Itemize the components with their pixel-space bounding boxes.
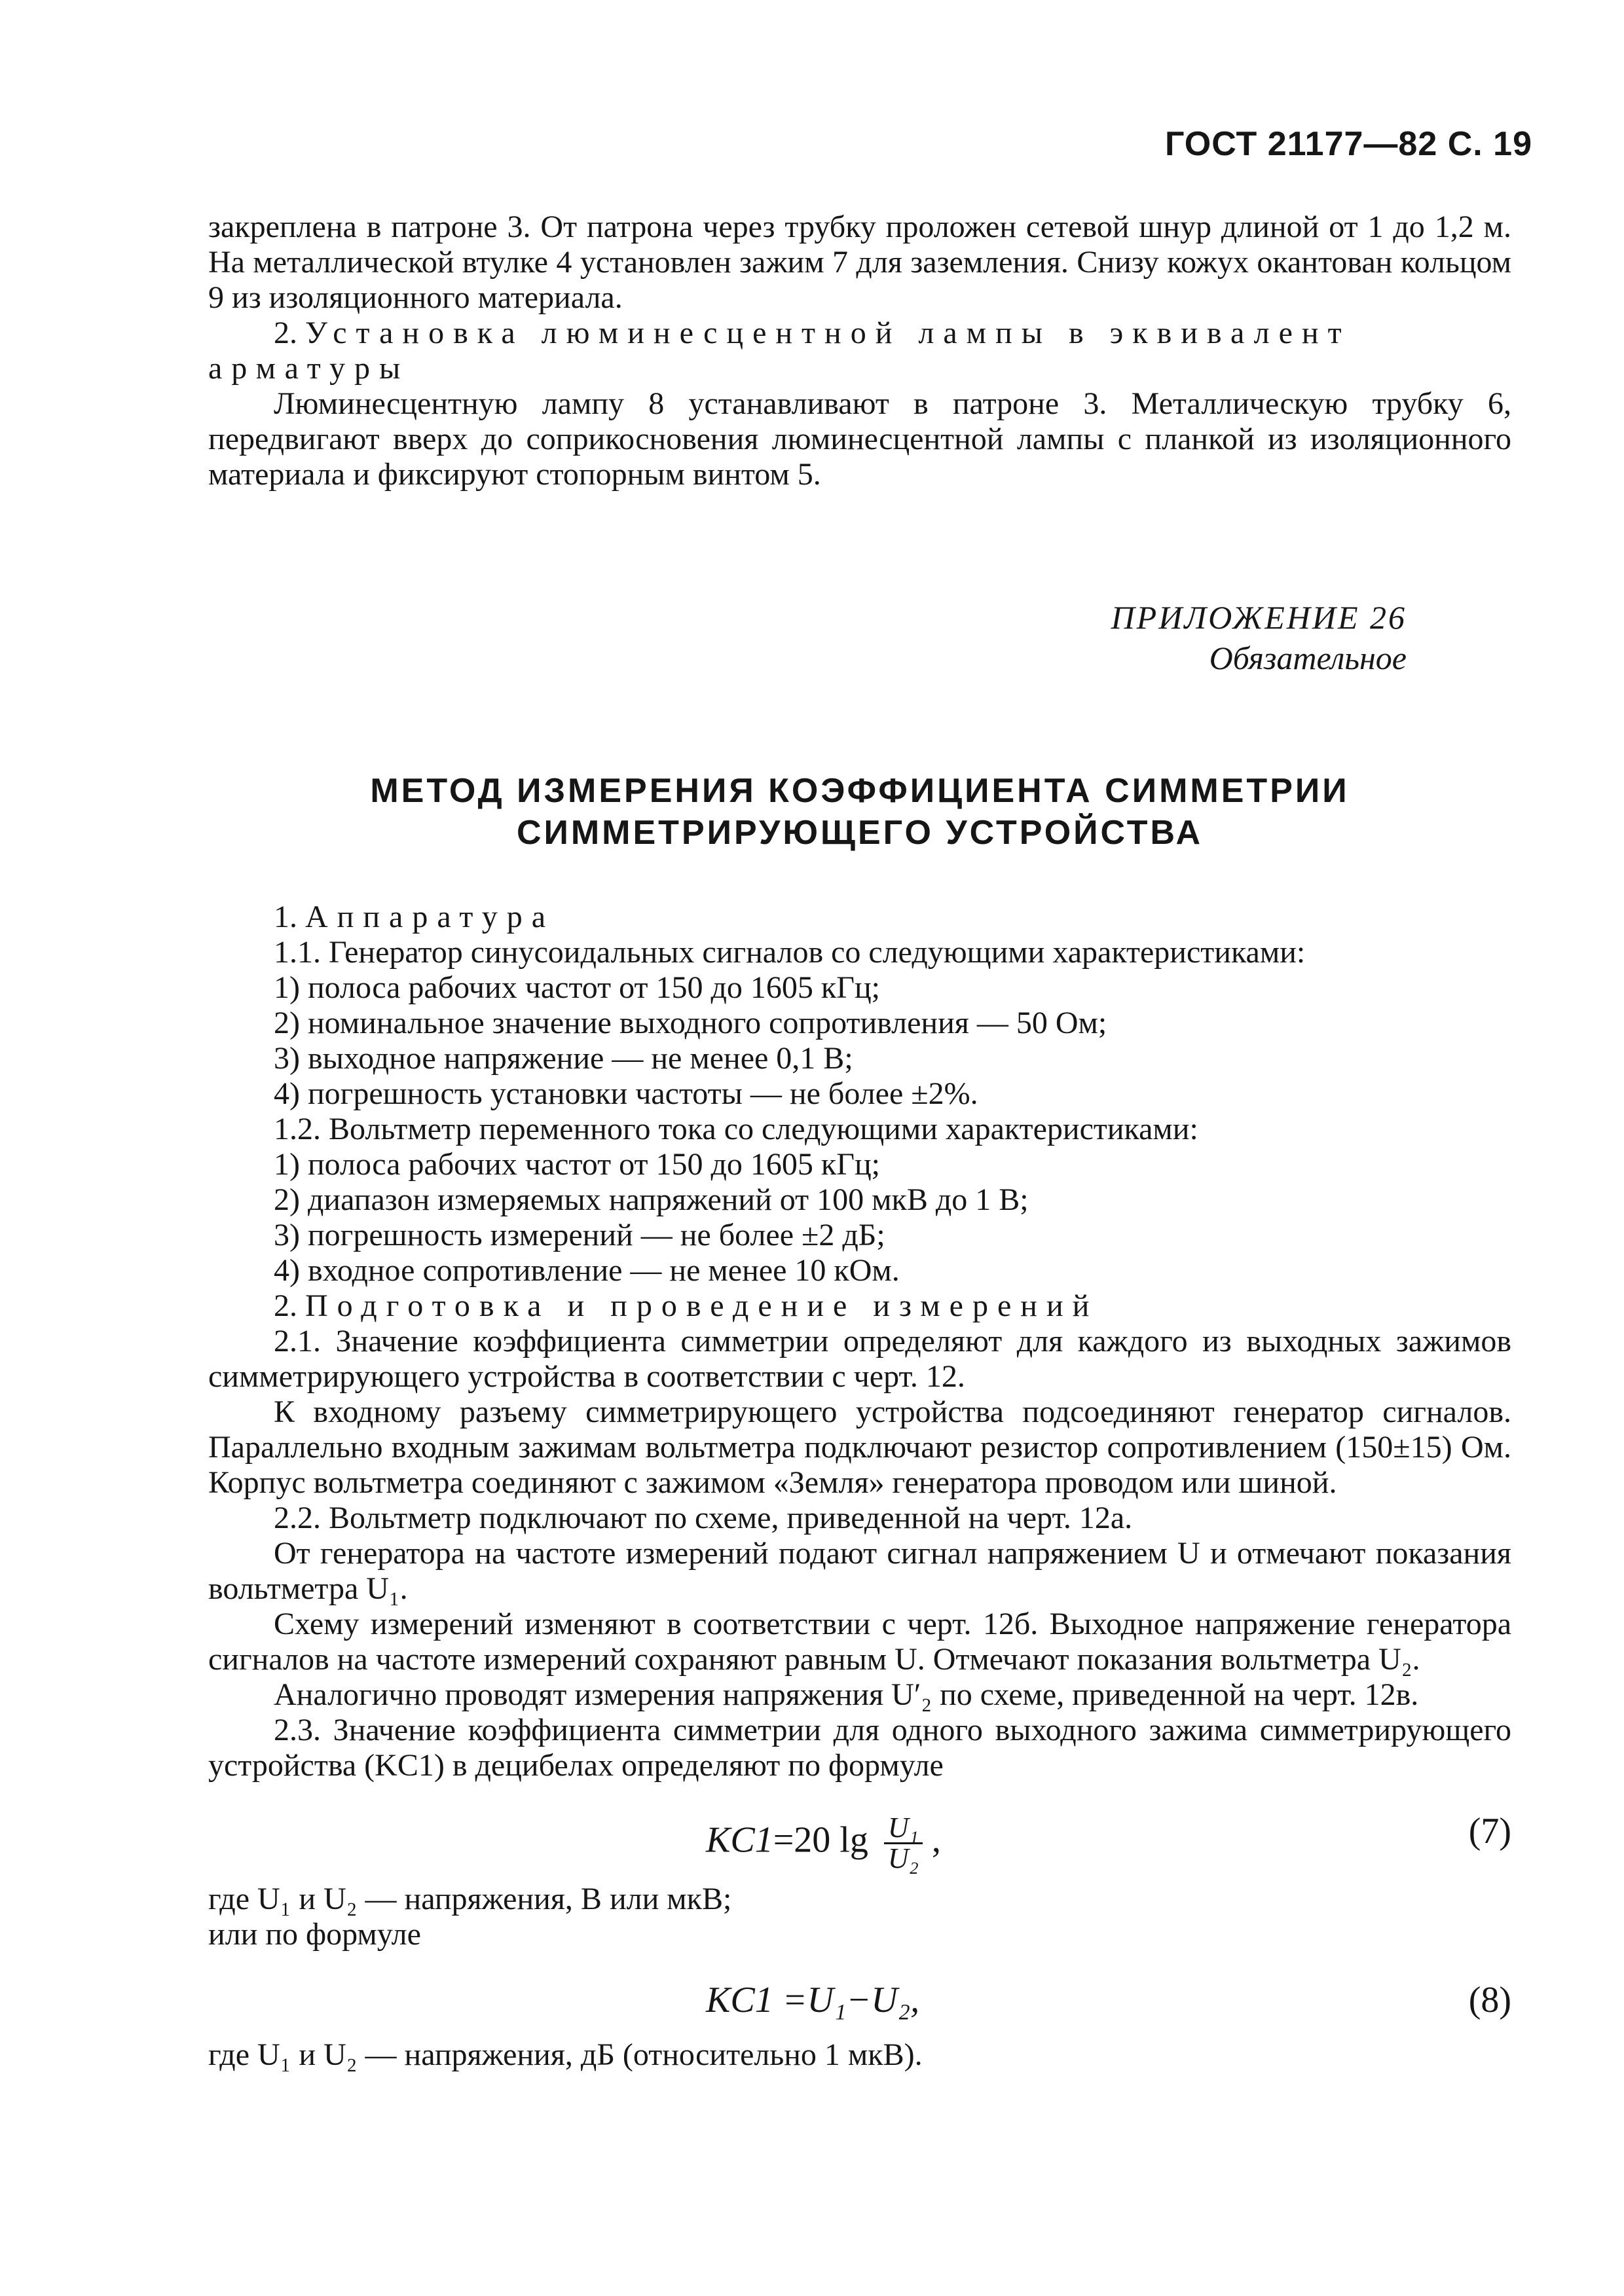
section-heading-text: Аппаратура xyxy=(305,900,555,934)
section-2-heading xyxy=(208,1288,1511,1324)
volt-spec-1: 1) полоса рабочих частот от 150 до 1605 кГц; xyxy=(274,1147,880,1182)
gen-spec-4: 4) погрешность установки частоты — не более ±2%. xyxy=(274,1076,978,1111)
item-2-2: 2.2. Вольтметр подключают по схеме, приведенной на черт. 12а. xyxy=(274,1501,1133,1535)
volt-spec-3: 3) погрешность измерений — не более ±2 дБ; xyxy=(274,1218,885,1252)
where-clause-7: где U₁ и U₂ — напряжения, В или мкВ; xyxy=(208,1882,732,1916)
paragraph-generator: От генератора на частоте измерений подают сигнал напряжением U и отмечают показания вольтметра U₁. xyxy=(208,1536,1511,1606)
document-body xyxy=(208,210,1511,2073)
item-2-3: 2.3. Значение коэффициента симметрии для одного выходного зажима симметрирующего устройства (KC1) в децибелах определяют по формуле xyxy=(208,1713,1511,1783)
section-2-heading-lamp xyxy=(208,316,1511,386)
or-formula: или по формуле xyxy=(208,1917,421,1952)
section-2 xyxy=(208,1288,1511,1783)
gen-spec-3: 3) выходное напряжение — не менее 0,1 В; xyxy=(274,1041,853,1076)
where-clause-8: где U₁ и U₂ — напряжения, дБ (относительно 1 мкВ). xyxy=(208,2037,923,2072)
item-2-1: 2.1. Значение коэффициента симметрии определяют для каждого из выходных зажимов симметрирующего устройства в соответствии с черт. 12. xyxy=(208,1324,1511,1394)
formula-7 xyxy=(208,1800,1511,1872)
appendix-block xyxy=(208,597,1511,678)
gen-spec-1: 1) полоса рабочих частот от 150 до 1605 кГц; xyxy=(274,970,880,1005)
volt-spec-4: 4) входное сопротивление — не менее 10 кОм. xyxy=(274,1253,900,1288)
equation-number-8: (8) xyxy=(1468,1980,1511,2020)
section-number: 2. xyxy=(274,1288,297,1323)
section-number: 2. xyxy=(274,316,297,350)
page-header: ГОСТ 21177—82 С. 19 xyxy=(1164,125,1532,163)
title-line-1: МЕТОД ИЗМЕРЕНИЯ КОЭФФИЦИЕНТА СИММЕТРИИ xyxy=(370,772,1350,810)
paragraph-similar: Аналогично проводят измерения напряжения U′₂ по схеме, приведенной на черт. 12в. xyxy=(274,1677,1419,1712)
section-number: 1. xyxy=(274,900,297,934)
section-heading-text: Установка люминесцентной лампы в эквивалент арматуры xyxy=(208,316,1351,386)
formula-8-expression: KC1 =U₁−U₂, xyxy=(706,1980,920,2020)
formula-7-expression xyxy=(706,1813,941,1873)
appendix-status: Обязательное xyxy=(1209,640,1407,676)
formula-fraction xyxy=(884,1813,923,1873)
paragraph-lamp-install: Люминесцентную лампу 8 устанавливают в патроне 3. Металлическую трубку 6, передвигают вверх до соприкосновения люминесцентной лампы с планкой из изоляционного материала и фиксируют стопорным винтом 5. xyxy=(208,386,1511,492)
fraction-denominator: U₂ xyxy=(887,1842,919,1874)
volt-spec-2: 2) диапазон измеряемых напряжений от 100 мкВ до 1 В; xyxy=(274,1182,1029,1217)
title-line-2: СИММЕТРИРУЮЩЕГО УСТРОЙСТВА xyxy=(516,814,1204,852)
item-1-1: 1.1. Генератор синусоидальных сигналов со следующими характеристиками: xyxy=(274,935,1306,970)
paragraph-connection: К входному разъему симметрирующего устройства подсоединяют генератор сигналов. Параллельно входным зажимам вольтметра подключают резистор сопротивлением (150±15) Ом. Корпус вольтметра соединяют с зажимом «Земля» генератора проводом или шиной. xyxy=(208,1394,1511,1500)
formula-coef: =20 lg xyxy=(773,1819,868,1861)
item-1-2: 1.2. Вольтметр переменного тока со следующими характеристиками: xyxy=(274,1112,1198,1146)
formula-8 xyxy=(208,1969,1511,2028)
fraction-numerator: U₁ xyxy=(884,1813,923,1844)
equation-number-7: (7) xyxy=(1468,1811,1511,1851)
formula-lhs: KC1 xyxy=(706,1819,773,1861)
paragraph-scheme: Схему измерений изменяют в соответствии с черт. 12б. Выходное напряжение генератора сигналов на частоте измерений сохраняют равным U. Отмечают показания вольтметра U₂. xyxy=(208,1607,1511,1677)
formula-tail: , xyxy=(931,1819,941,1861)
appendix-label: ПРИЛОЖЕНИЕ 26 xyxy=(1111,599,1407,636)
gen-spec-2: 2) номинальное значение выходного сопротивления — 50 Ом; xyxy=(274,1006,1107,1040)
section-1 xyxy=(208,900,1511,1288)
document-title xyxy=(208,770,1511,854)
paragraph-mounting: закреплена в патроне 3. От патрона через трубку проложен сетевой шнур длиной от 1 до 1,2 м. На металлической втулке 4 установлен зажим 7 для заземления. Снизу кожух окантован кольцом 9 из изоляционного материала. xyxy=(208,210,1511,315)
section-heading-text: Подготовка и проведение измерений xyxy=(305,1288,1099,1323)
section-1-heading xyxy=(208,900,1511,935)
